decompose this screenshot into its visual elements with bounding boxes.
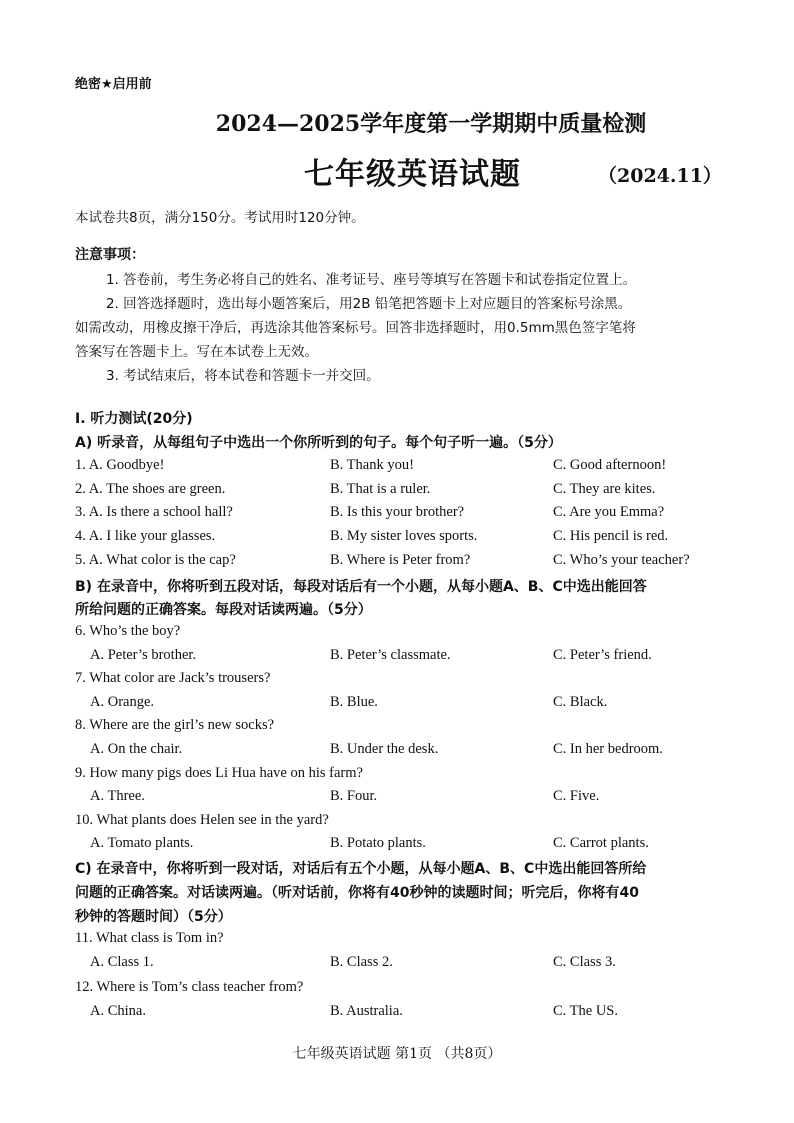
option-c: C. Carrot plants. xyxy=(553,835,649,851)
option-b: B. Peter’s classmate. xyxy=(330,647,451,663)
question-stem: 9. How many pigs does Li Hua have on his farm? xyxy=(75,765,363,781)
option-b: B. Four. xyxy=(330,788,378,804)
question-stem: 12. Where is Tom’s class teacher from? xyxy=(75,979,304,995)
section-heading: I. 听力测试(20分) xyxy=(75,411,193,427)
option-b: B. Under the desk. xyxy=(330,741,439,757)
option-c: C. They are kites. xyxy=(553,481,656,497)
question-stem: 7. What color are Jack’s trousers? xyxy=(75,670,271,686)
option-b: B. Blue. xyxy=(330,694,378,710)
option-b: B. Thank you! xyxy=(330,457,414,473)
option-c: C. His pencil is red. xyxy=(553,528,669,544)
option-a: 5. A. What color is the cap? xyxy=(75,552,236,568)
option-c: C. Good afternoon! xyxy=(553,457,667,473)
question-stem: 10. What plants does Helen see in the yard? xyxy=(75,812,329,828)
option-a: A. Orange. xyxy=(90,694,155,710)
exam-intro: 本试卷共8页，满分150分。考试用时120分钟。 xyxy=(75,210,365,226)
notice-line: 1. 答卷前，考生务必将自己的姓名、准考证号、座号等填写在答题卡和试卷指定位置上。 xyxy=(106,272,637,288)
option-c: C. Black. xyxy=(553,694,608,710)
option-c: C. In her bedroom. xyxy=(553,741,663,757)
option-c: C. Class 3. xyxy=(553,954,616,970)
option-c: C. Peter’s friend. xyxy=(553,647,652,663)
question-stem: 11. What class is Tom in? xyxy=(75,930,224,946)
option-a: A. Peter’s brother. xyxy=(90,647,197,663)
option-b: B. Potato plants. xyxy=(330,835,426,851)
page-footer: 七年级英语试题 第1页 （共8页） xyxy=(292,1046,502,1062)
confidential-label: 绝密★启用前 xyxy=(75,77,152,92)
exam-title: 2024—2025学年度第一学期期中质量检测 xyxy=(215,111,647,137)
option-b: B. Is this your brother? xyxy=(330,504,465,520)
option-a: 4. A. I like your glasses. xyxy=(75,528,216,544)
option-c: C. Are you Emma? xyxy=(553,504,665,520)
notice-heading: 注意事项： xyxy=(75,247,145,263)
subject-title: 七年级英语试题 xyxy=(304,157,521,192)
exam-date: （2024.11） xyxy=(598,165,722,187)
option-c: C. Who’s your teacher? xyxy=(553,552,690,568)
option-a: 3. A. Is there a school hall? xyxy=(75,504,233,520)
option-c: C. The US. xyxy=(553,1003,618,1019)
option-b: B. That is a ruler. xyxy=(330,481,431,497)
part-b-heading: 所给问题的正确答案。每段对话读两遍。（5分） xyxy=(75,602,372,618)
option-b: B. Where is Peter from? xyxy=(330,552,471,568)
notice-line: 答案写在答题卡上。写在本试卷上无效。 xyxy=(75,344,318,360)
notice-line: 如需改动，用橡皮擦干净后，再选涂其他答案标号。回答非选择题时，用0.5mm黑色签字笔将 xyxy=(75,320,636,336)
part-a-heading: A) 听录音，从每组句子中选出一个你所听到的句子。每个句子听一遍。（5分） xyxy=(75,435,562,451)
option-a: A. Three. xyxy=(90,788,145,804)
part-b-heading: B) 在录音中，你将听到五段对话，每段对话后有一个小题，从每小题A、B、C中选出能回答 xyxy=(75,579,647,595)
option-a: 2. A. The shoes are green. xyxy=(75,481,226,497)
option-a: A. On the chair. xyxy=(90,741,183,757)
question-stem: 8. Where are the girl’s new socks? xyxy=(75,717,275,733)
question-stem: 6. Who’s the boy? xyxy=(75,623,181,639)
option-a: A. Tomato plants. xyxy=(90,835,194,851)
option-a: 1. A. Goodbye! xyxy=(75,457,165,473)
option-c: C. Five. xyxy=(553,788,600,804)
option-a: A. China. xyxy=(90,1003,146,1019)
part-c-heading: 秒钟的答题时间）（5分） xyxy=(75,909,232,925)
part-c-heading: 问题的正确答案。对话读两遍。（听对话前，你将有40秒钟的读题时间；听完后，你将有40 xyxy=(75,885,639,901)
option-b: B. My sister loves sports. xyxy=(330,528,478,544)
part-c-heading: C) 在录音中，你将听到一段对话，对话后有五个小题，从每小题A、B、C中选出能回答所给 xyxy=(75,861,647,877)
option-a: A. Class 1. xyxy=(90,954,154,970)
option-b: B. Australia. xyxy=(330,1003,403,1019)
notice-line: 3. 考试结束后，将本试卷和答题卡一并交回。 xyxy=(106,368,380,384)
option-b: B. Class 2. xyxy=(330,954,393,970)
notice-line: 2. 回答选择题时，选出每小题答案后，用2B 铅笔把答题卡上对应题目的答案标号涂黑。 xyxy=(106,296,632,312)
